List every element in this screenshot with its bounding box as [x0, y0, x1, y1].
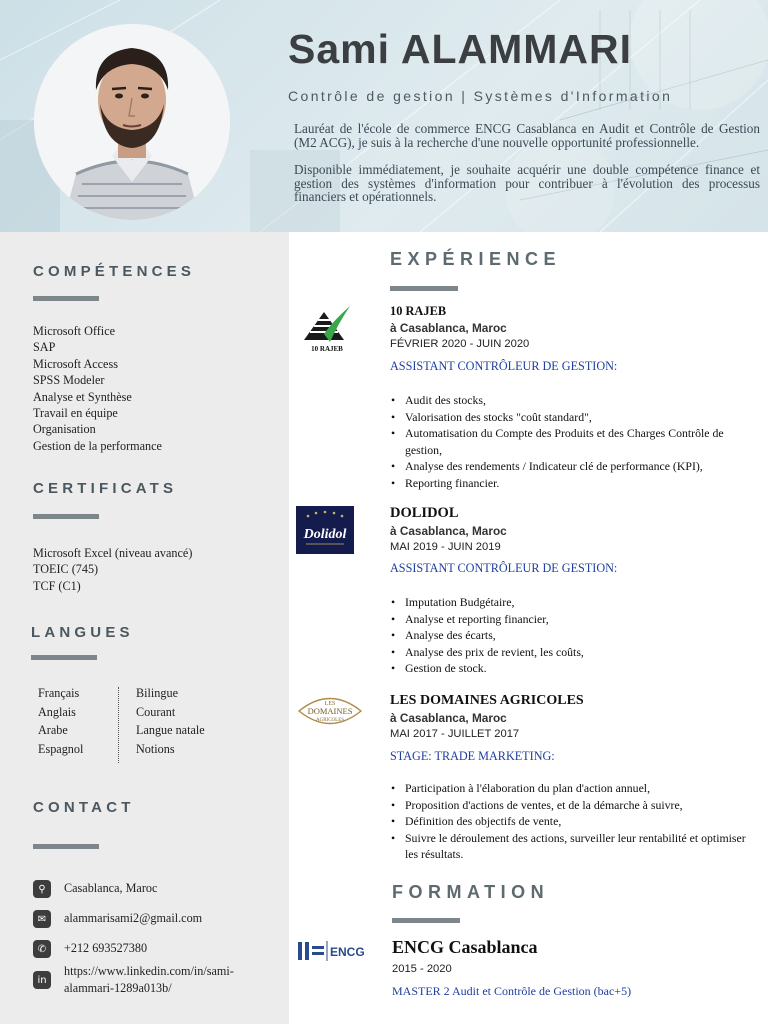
- phone-icon: ✆: [33, 940, 51, 958]
- languages-heading: LANGUES: [31, 624, 134, 641]
- language-name: Arabe: [38, 723, 68, 737]
- summary-paragraph: Lauréat de l'école de commerce ENCG Casablanca en Audit et Contrôle de Gestion (M2 ACG), je suis à la recherche d'une nouvelle opportunité professionnelle.: [294, 121, 760, 150]
- languages-divider: [31, 655, 97, 660]
- skill-item: Analyse et Synthèse: [33, 389, 132, 404]
- certificates-divider: [33, 514, 99, 519]
- job-role: STAGE: TRADE MARKETING:: [390, 749, 555, 763]
- certificates-list: [33, 545, 192, 594]
- job-dates: FÉVRIER 2020 - JUIN 2020: [390, 338, 530, 350]
- linkedin-line[interactable]: alammari-1289a013b/: [64, 980, 172, 995]
- candidate-name: Sami ALAMMARI: [288, 26, 633, 72]
- linkedin-link[interactable]: [64, 963, 234, 996]
- language-name: Espagnol: [38, 741, 84, 756]
- skill-item: Travail en équipe: [33, 406, 118, 421]
- task-item: • Participation à l'élaboration du plan d'action annuel,: [390, 780, 750, 797]
- experience-divider: [390, 286, 458, 291]
- certificate-item: TCF (C1): [33, 578, 81, 593]
- education-dates: 2015 - 2020: [392, 963, 452, 975]
- logo-text-bottom: AGRICOLES: [315, 718, 345, 723]
- job-tasks: [390, 392, 750, 491]
- skill-item: SPSS Modeler: [33, 373, 105, 388]
- language-levels: [136, 684, 256, 758]
- contact-divider: [33, 844, 99, 849]
- logo-wordmark: Dolidol: [303, 527, 347, 542]
- task-item: • Analyse et reporting financier,: [390, 611, 750, 628]
- logo-text-top: LES: [324, 701, 336, 707]
- task-item: • Proposition d'actions de ventes, et de la démarche à suivre,: [390, 797, 750, 814]
- task-item: • Suivre le déroulement des actions, surveiller leur rentabilité et optimiser les résultats.: [390, 830, 750, 863]
- contact-address: [33, 880, 157, 898]
- skill-item: SAP: [33, 340, 56, 355]
- company-logo-domaines-agricoles: [295, 690, 365, 732]
- education-heading: FORMATION: [392, 882, 550, 902]
- experience-item: [390, 505, 750, 677]
- candidate-title: Contrôle de gestion | Systèmes d'Information: [288, 88, 673, 104]
- task-item: • Imputation Budgétaire,: [390, 594, 750, 611]
- profile-summary: [294, 122, 760, 218]
- company-logo-10rajeb: [300, 304, 354, 354]
- language-level: Bilingue: [136, 686, 178, 700]
- company-name: LES DOMAINES AGRICOLES: [390, 693, 584, 708]
- profile-photo: [34, 24, 230, 220]
- skill-item: Microsoft Access: [33, 356, 118, 371]
- location-pin-icon: ⚲: [33, 880, 51, 898]
- contact-heading: CONTACT: [33, 799, 135, 816]
- language-level: Courant: [136, 704, 176, 719]
- certificate-item: TOEIC (745): [33, 562, 99, 577]
- job-role: ASSISTANT CONTRÔLEUR DE GESTION:: [390, 561, 618, 575]
- summary-paragraph: Disponible immédiatement, je souhaite acquérir une double compétence finance et gestion des systèmes d'information pour contribuer à l'évolution des processus financiers et opérationnels.: [294, 162, 760, 204]
- language-separator: [118, 687, 119, 763]
- certificates-heading: CERTIFICATS: [33, 480, 178, 497]
- contact-phone[interactable]: [33, 940, 147, 958]
- job-location: à Casablanca, Maroc: [390, 321, 507, 335]
- job-dates: MAI 2017 - JUILLET 2017: [390, 728, 520, 740]
- envelope-icon: ✉: [33, 910, 51, 928]
- certificate-item: Microsoft Excel (niveau avancé): [33, 546, 193, 560]
- degree: MASTER 2 Audit et Contrôle de Gestion (bac+5): [392, 984, 632, 998]
- phone-link[interactable]: +212 693527380: [64, 941, 148, 955]
- contact-email[interactable]: [33, 910, 202, 928]
- logo-caption: 10 RAJEB: [311, 345, 343, 353]
- email-link[interactable]: alammarisami2@gmail.com: [64, 911, 203, 925]
- language-names: [38, 684, 118, 758]
- school-name: ENCG Casablanca: [392, 937, 538, 957]
- task-item: • Automatisation du Compte des Produits et des Charges Contrôle de gestion,: [390, 425, 750, 458]
- address-text: Casablanca, Maroc: [64, 881, 158, 895]
- task-item: • Analyse des rendements / Indicateur clé de performance (KPI),: [390, 458, 750, 475]
- linkedin-line[interactable]: https://www.linkedin.com/in/sami-: [64, 964, 234, 978]
- job-role: ASSISTANT CONTRÔLEUR DE GESTION:: [390, 359, 618, 373]
- skills-divider: [33, 296, 99, 301]
- company-name: 10 RAJEB: [390, 304, 447, 318]
- job-location: à Casablanca, Maroc: [390, 711, 507, 725]
- job-tasks: [390, 594, 750, 677]
- company-logo-dolidol: [296, 506, 354, 554]
- task-item: • Audit des stocks,: [390, 392, 750, 409]
- linkedin-icon: in: [33, 971, 51, 989]
- logo-text-main: DOMAINES: [307, 706, 353, 716]
- skill-item: Organisation: [33, 422, 96, 437]
- skill-item: Gestion de la performance: [33, 438, 162, 453]
- skill-item: Microsoft Office: [33, 324, 116, 338]
- task-item: • Définition des objectifs de vente,: [390, 813, 750, 830]
- task-item: • Analyse des prix de revient, les coûts,: [390, 644, 750, 661]
- skills-list: [33, 323, 162, 454]
- experience-item: [390, 304, 750, 491]
- task-item: • Gestion de stock.: [390, 660, 750, 677]
- education-divider: [392, 918, 460, 923]
- job-tasks: [390, 780, 750, 863]
- cv-header: [0, 0, 768, 232]
- language-name: Français: [38, 686, 80, 700]
- language-level: Notions: [136, 741, 175, 756]
- task-item: • Analyse des écarts,: [390, 627, 750, 644]
- job-dates: MAI 2019 - JUIN 2019: [390, 541, 501, 553]
- logo-wordmark: ENCG: [330, 945, 365, 959]
- contact-linkedin[interactable]: [33, 963, 234, 996]
- company-name: DOLIDOL: [390, 505, 459, 521]
- school-logo-encg: [296, 938, 368, 964]
- education-item: [392, 937, 752, 999]
- job-location: à Casablanca, Maroc: [390, 524, 507, 538]
- language-name: Anglais: [38, 704, 76, 719]
- experience-heading: EXPÉRIENCE: [390, 249, 562, 269]
- skills-heading: COMPÉTENCES: [33, 263, 196, 280]
- language-level: Langue natale: [136, 723, 205, 737]
- task-item: • Valorisation des stocks "coût standard",: [390, 409, 750, 426]
- task-item: • Reporting financier.: [390, 475, 750, 492]
- experience-item: [390, 693, 750, 863]
